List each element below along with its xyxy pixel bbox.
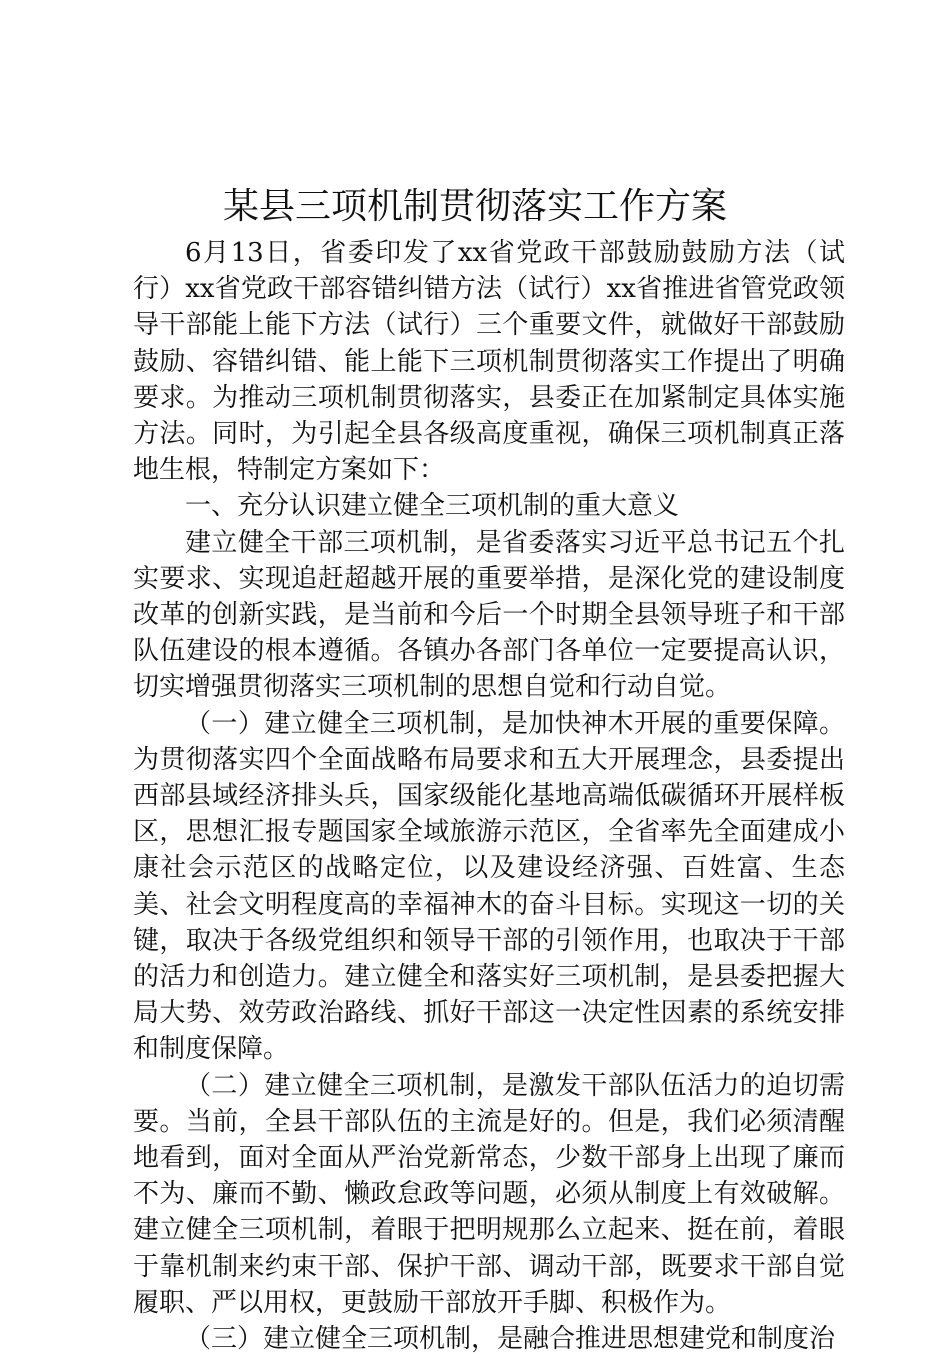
paragraph-intro: 6月13日，省委印发了xx省党政干部鼓励鼓励方法（试行）xx省党政干部容错纠错方法（试行）xx省推进省管党政领导干部能上能下方法（试行）三个重要文件，就做好干部鼓励鼓励、容错纠错、能上能下三项机制贯彻落实工作提出了明确要求。为推动三项机制贯彻落实，县委正在加紧制定具体实施方法。同时，为引起全县各级高度重视，确保三项机制真正落地生根，特制定方案如下： — [133, 238, 845, 486]
section-heading-1: 一、充分认识建立健全三项机制的重大意义 — [185, 491, 680, 522]
paragraph-point-2: （二）建立健全三项机制，是激发干部队伍活力的迫切需要。当前，全县干部队伍的主流是好的。但是，我们必须清醒地看到，面对全面从严治党新常态，少数干部身上出现了廉而不为、廉而不勤、懒政怠政等问题，必须从制度上有效破解。建立健全三项机制，着眼于把明规那么立起来、挺在前，着眼于靠机制来约束干部、保护干部、调动干部，既要求干部自觉履职、严以用权，更鼓励干部放开手脚、积极作为。 — [133, 1070, 845, 1318]
document-body — [133, 235, 845, 1357]
document-title: 某县三项机制贯彻落实工作方案 — [222, 186, 727, 227]
paragraph-section-1: 建立健全干部三项机制，是省委落实习近平总书记五个扎实要求、实现追赶超越开展的重要举措，是深化党的建设制度改革的创新实践，是当前和今后一个时期全县领导班子和干部队伍建设的根本遵循。各镇办各部门各单位一定要提高认识，切实增强贯彻落实三项机制的思想自觉和行动自觉。 — [133, 527, 845, 703]
paragraph-point-1: （一）建立健全三项机制，是加快神木开展的重要保障。为贯彻落实四个全面战略布局要求和五大开展理念，县委提出西部县域经济排头兵，国家级能化基地高端低碳循环开展样板区，思想汇报专题国家全域旅游示范区，全省率先全面建成小康社会示范区的战略定位，以及建设经济强、百姓富、生态美、社会文明程度高的幸福神木的奋斗目标。实现这一切的关键，取决于各级党组织和领导干部的引领作用，也取决于干部的活力和创造力。建立健全和落实好三项机制，是县委把握大局大势、效劳政治路线、抓好干部这一决定性因素的系统安排和制度保障。 — [133, 708, 845, 1065]
paragraph-point-3: （三）建立健全三项机制，是融合推进思想建党和制度治 — [185, 1324, 836, 1355]
